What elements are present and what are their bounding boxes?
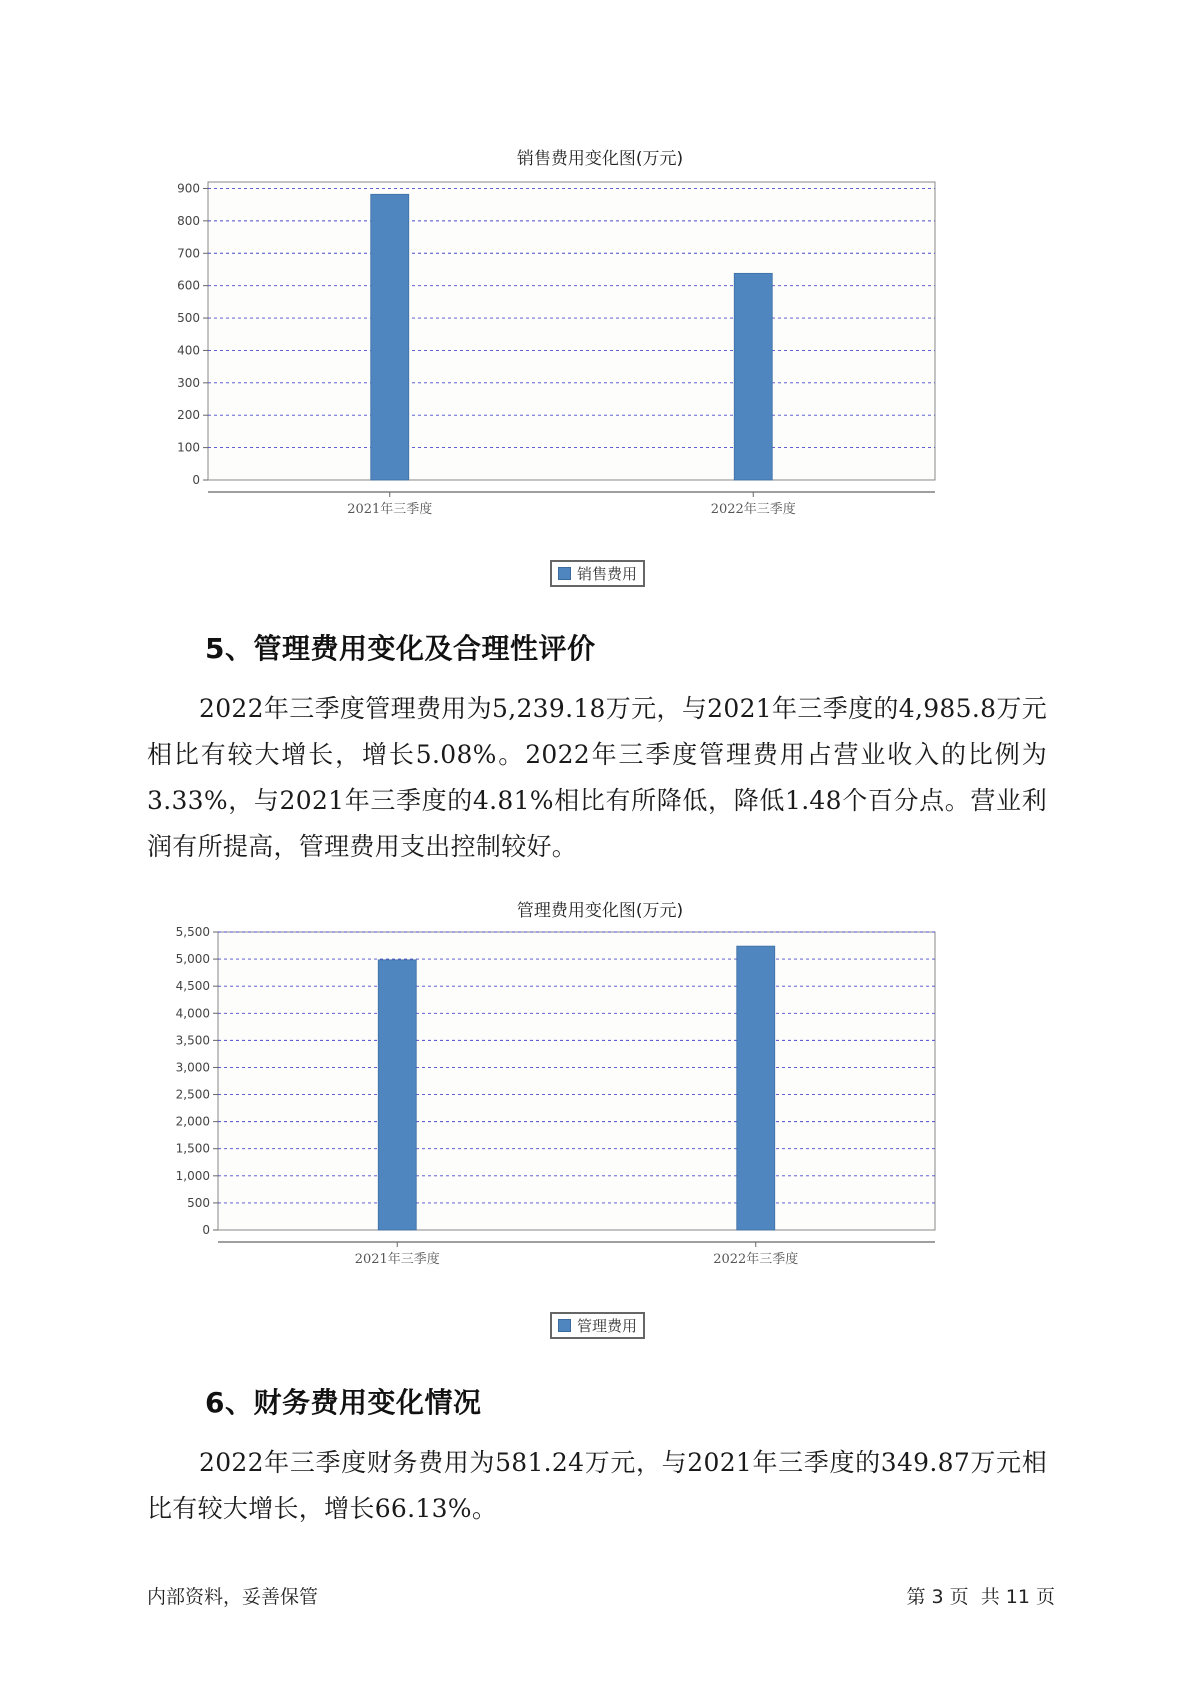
y-tick-label: 4,000 <box>175 1006 210 1021</box>
chart-plot <box>150 174 1050 554</box>
x-tick-label: 2022年三季度 <box>710 502 796 517</box>
sales-expense-chart <box>150 140 1050 583</box>
y-tick-label: 5,000 <box>175 952 210 967</box>
legend-swatch <box>558 567 571 580</box>
x-tick-label: 2021年三季度 <box>347 502 433 517</box>
y-tick-label: 3,500 <box>175 1033 210 1048</box>
x-tick-label: 2022年三季度 <box>713 1252 799 1267</box>
y-tick-label: 4,500 <box>175 979 210 994</box>
legend-label: 销售费用 <box>577 565 638 583</box>
section-6-paragraph: 2022年三季度财务费用为581.24万元，与2021年三季度的349.87万元相比有较大增长，增长66.13%。 <box>147 1448 1047 1523</box>
y-tick-label: 900 <box>177 181 200 196</box>
y-tick-label: 1,000 <box>175 1168 210 1183</box>
chart-title: 销售费用变化图(万元) <box>516 149 684 169</box>
y-tick-label: 0 <box>202 1223 210 1237</box>
section-5-heading: 5、管理费用变化及合理性评价 <box>205 632 596 665</box>
y-tick-label: 5,500 <box>175 925 210 939</box>
y-tick-label: 500 <box>177 311 200 326</box>
y-tick-label: 1,500 <box>175 1141 210 1156</box>
plot-area <box>208 182 935 480</box>
bar <box>734 273 772 480</box>
y-tick-label: 100 <box>177 440 200 455</box>
y-tick-label: 2,500 <box>175 1087 210 1102</box>
admin-expense-chart <box>150 892 1050 1335</box>
section-5-paragraph: 2022年三季度管理费用为5,239.18万元，与2021年三季度的4,985.8万元相比有较大增长，增长5.08%。2022年三季度管理费用占营业收入的比例为3.33%，与2021年三季度的4.81%相比有所降低，降低1.48个百分点。营业利润有所提高，管理费用支出控制较好。 <box>147 694 1047 861</box>
y-tick-label: 500 <box>187 1195 210 1210</box>
x-tick-label: 2021年三季度 <box>354 1252 440 1267</box>
bar <box>737 946 775 1230</box>
section-6-heading: 6、财务费用变化情况 <box>205 1386 482 1419</box>
chart-legend <box>550 560 645 587</box>
y-tick-label: 200 <box>177 408 200 423</box>
y-tick-label: 3,000 <box>175 1060 210 1075</box>
page-number: 第 3 页 共 11 页 <box>906 1586 1055 1608</box>
legend-swatch <box>558 1319 571 1332</box>
y-tick-label: 700 <box>177 246 200 261</box>
y-tick-label: 600 <box>177 278 200 293</box>
plot-area <box>218 932 935 1230</box>
bar <box>378 960 416 1230</box>
chart-plot <box>150 924 1050 1304</box>
y-tick-label: 300 <box>177 375 200 390</box>
bar <box>371 194 409 480</box>
y-tick-label: 0 <box>192 473 200 487</box>
y-tick-label: 800 <box>177 213 200 228</box>
footer-note: 内部资料，妥善保管 <box>147 1586 319 1608</box>
y-tick-label: 2,000 <box>175 1114 210 1129</box>
y-tick-label: 400 <box>177 343 200 358</box>
chart-title: 管理费用变化图(万元) <box>516 901 684 921</box>
legend-label: 管理费用 <box>577 1317 638 1335</box>
chart-legend <box>550 1312 645 1339</box>
